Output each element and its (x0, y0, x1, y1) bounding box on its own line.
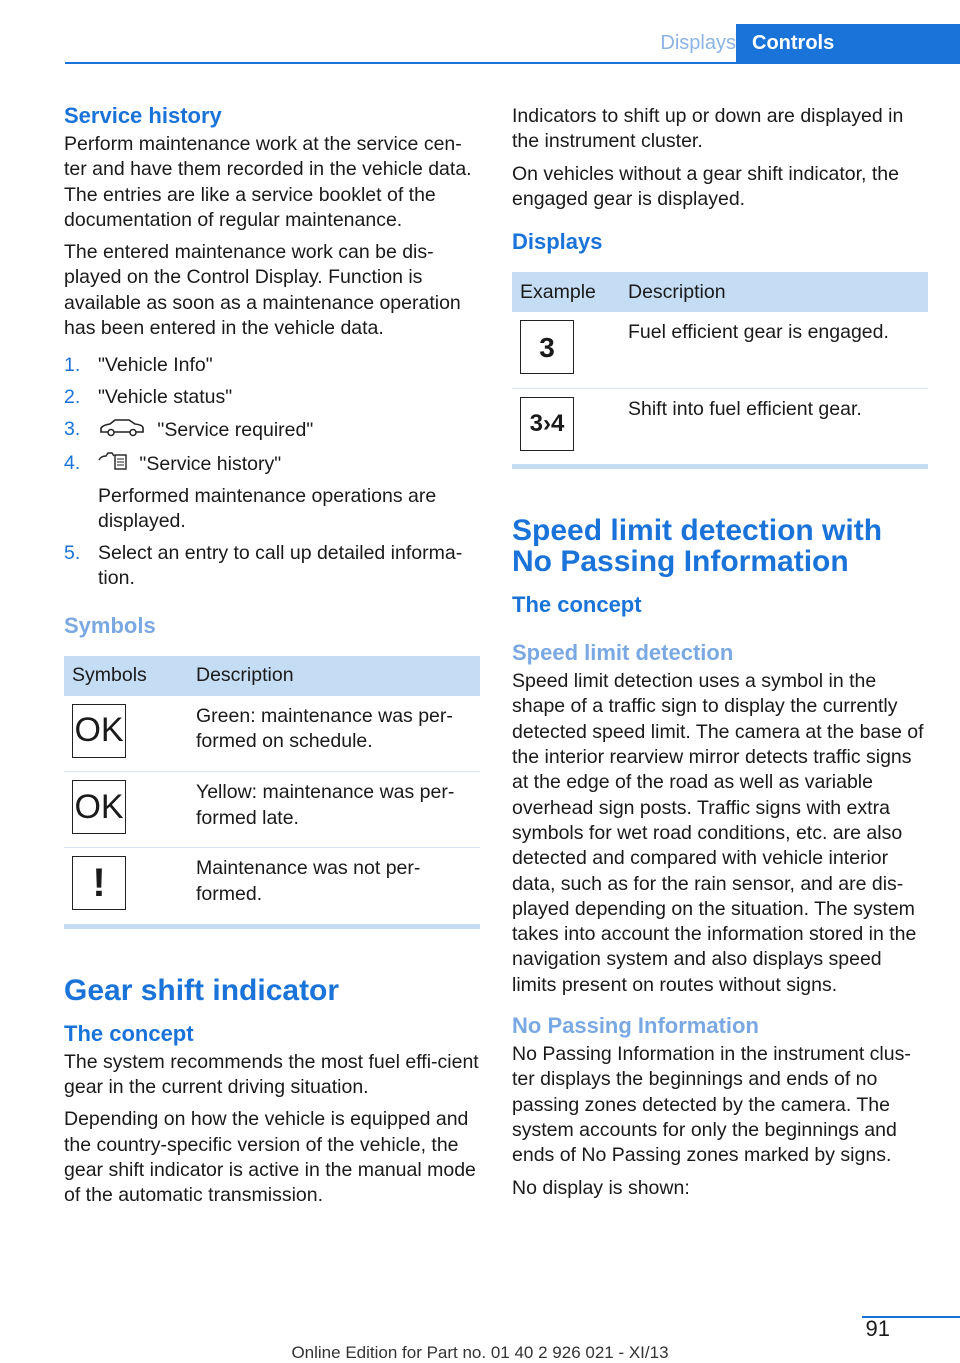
step-item (64, 541, 480, 592)
example-column-header: Example (512, 272, 620, 312)
step-text: "Vehicle status" (98, 386, 233, 409)
speed-limit-heading: Speed limit detection with No Passing Information (512, 514, 883, 579)
car-icon (98, 417, 146, 444)
exclamation-symbol-icon: ! (72, 856, 126, 910)
symbol-description: Yellow: maintenance was per-formed late. (188, 772, 480, 848)
no-display-paragraph: No display is shown: (512, 1176, 690, 1199)
gear-concept-heading: The concept (64, 1020, 194, 1046)
displays-table (512, 272, 928, 464)
gear-3-icon: 3 (520, 320, 574, 374)
display-description: Fuel efficient gear is engaged. (620, 312, 928, 388)
step-number: 5. (64, 542, 81, 565)
table-row (64, 696, 480, 772)
no-passing-paragraph: No Passing Information in the instrument clus-ter displays the beginnings and ends of no passing zones detected by the camera. The system accounts for only the beginnings and ends of No Passing zones marked by signs. (512, 1043, 911, 1167)
left-column (64, 100, 480, 1216)
page-number: 91 (865, 1316, 890, 1341)
symbols-table-wrap (64, 656, 480, 929)
step-item (64, 353, 480, 378)
header-tab-displays[interactable]: Displays (660, 32, 736, 54)
step-item (64, 451, 480, 535)
table-row (512, 388, 928, 464)
description-column-header: Description (188, 656, 480, 696)
description-column-header: Description (620, 272, 928, 312)
table-row (512, 312, 928, 388)
symbols-column-header: Symbols (64, 656, 188, 696)
symbols-heading: Symbols (64, 612, 156, 638)
indicator-paragraph: Indicators to shift up or down are displayed in the instrument cluster. (512, 105, 904, 153)
step-number: 4. (64, 451, 81, 474)
no-passing-heading: No Passing Information (512, 1013, 759, 1039)
service-booklet-icon (98, 451, 128, 478)
displays-heading: Displays (512, 229, 603, 255)
speed-concept-heading: The concept (512, 592, 642, 618)
gear-paragraph-1: The system recommends the most fuel effi-cient gear in the current driving situation. (64, 1050, 479, 1099)
page-header (65, 24, 960, 64)
service-history-heading: Service history (64, 103, 222, 128)
speed-limit-detection-paragraph: Speed limit detection uses a symbol in the shape of a traffic sign to display the currently detected speed limit. The camera at the base of the interior rearview mirror detects traffic signs at the edge of the road as well as variable overhead sign posts. Traffic signs with extra symbols for wet road conditions, etc. are also detected and compared with vehicle interior data, such as for the rain sensor, and are dis-played depending on the situation. The system takes into account the information stored in the navigation system and also displays speed limits present on routes without signs. (512, 670, 924, 996)
service-history-paragraph-2: The entered maintenance work can be dis-played on the Control Display. Function is available as soon as a maintenance operation has been entered in the vehicle data. (64, 241, 461, 340)
edition-note: Online Edition for Part no. 01 40 2 926 021 - XI/13 (291, 1343, 669, 1362)
step-number: 2. (64, 386, 81, 409)
step-number: 3. (64, 417, 81, 440)
service-history-paragraph-1: Perform maintenance work at the service cen-ter and have them recorded in the vehicle data. The entries are like a service booklet of the documentation of regular maintenance. (64, 133, 472, 231)
gear-shift-heading: Gear shift indicator (64, 973, 340, 1007)
step-item (64, 417, 480, 444)
symbol-description: Green: maintenance was per-formed on schedule. (188, 696, 480, 772)
step-number: 1. (64, 354, 81, 377)
engaged-gear-paragraph: On vehicles without a gear shift indicator, the engaged gear is displayed. (512, 162, 899, 210)
step-text: "Service required" (157, 418, 314, 441)
table-row (64, 772, 480, 848)
step-text: "Vehicle Info" (98, 354, 213, 377)
service-history-steps (64, 353, 480, 591)
ok-symbol-icon: OK (72, 780, 126, 834)
step-text: "Service history" (139, 452, 282, 475)
symbol-description: Maintenance was not per-formed. (196, 857, 421, 905)
display-description: Shift into fuel efficient gear. (628, 397, 862, 420)
symbols-table (64, 656, 480, 924)
gear-shift-3-to-4-icon: 3›4 (520, 397, 574, 451)
step-item (64, 385, 480, 410)
step-subtext: Performed maintenance operations are displayed. (98, 485, 437, 533)
gear-paragraph-2: Depending on how the vehicle is equipped and the country-specific version of the vehicle, the gear shift indicator is active in the manual mode of the automatic transmission. (64, 1108, 476, 1207)
step-text: Select an entry to call up detailed informa-tion. (98, 542, 463, 590)
ok-symbol-icon: OK (72, 704, 126, 758)
displays-table-wrap (512, 272, 928, 469)
table-row (64, 848, 480, 924)
right-column (512, 104, 928, 1208)
speed-limit-detection-heading: Speed limit detection (512, 640, 734, 666)
header-tab-controls[interactable]: Controls (736, 24, 960, 62)
